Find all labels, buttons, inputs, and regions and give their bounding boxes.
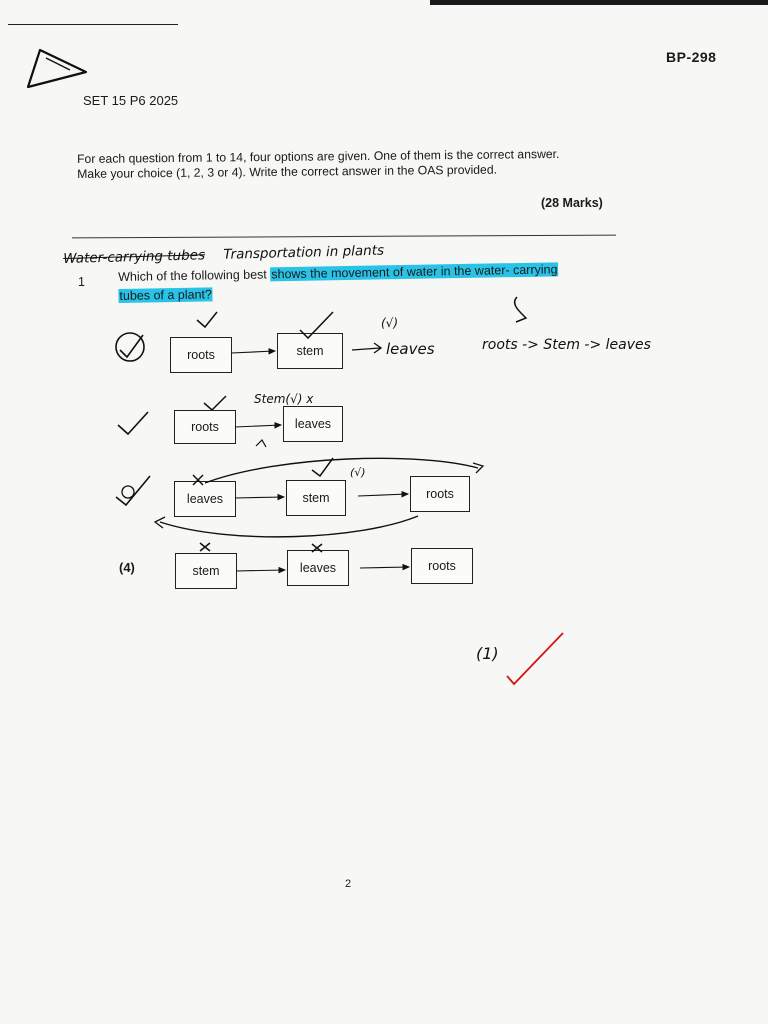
section-rule [72,235,616,239]
opt3-arrow-2 [358,494,408,496]
opt1-box-stem: stem [277,333,343,369]
page-code: BP-298 [666,49,717,65]
opt4-box-leaves: leaves [287,550,349,586]
header-rule [8,24,178,25]
opt3-box-roots: roots [410,476,470,512]
scan-edge-strip [430,0,768,5]
opt1-arrow-2 [352,348,380,350]
opt3-arrow-1 [235,497,284,498]
opt1-handwritten-leaves: leaves [386,340,435,358]
opt4-arrow-1 [236,570,285,571]
instructions-line-2: Make your choice (1, 2, 3 or 4). Write the correct answer in the OAS provided. [77,162,498,181]
tick-icon [312,458,333,476]
opt2-box-roots: roots [174,410,236,444]
tick-icon [204,396,226,410]
cross-icon [200,543,210,551]
opt2-arrow [235,425,281,427]
question-text [118,259,619,306]
opt4-box-stem: stem [175,553,237,589]
question-text-plain: Which of the following best [118,267,271,284]
page-number: 2 [345,878,352,890]
opt1-box-roots: roots [170,337,232,373]
total-marks: (28 Marks) [541,196,603,210]
opt1-arrow-1 [231,351,275,353]
opt4-arrow-2 [360,567,409,568]
instructions [77,146,637,182]
opt1-handwritten-note: (√) [381,316,399,330]
opt3-curve-bottom-head [155,517,165,528]
handwritten-answer: (1) [476,644,499,663]
opt3-box-leaves: leaves [174,481,236,517]
opt4-box-roots: roots [411,548,473,584]
opt3-curve-top-head [473,463,483,473]
topic-text: Transportation in plants [223,242,385,263]
instructions-line-1: For each question from 1 to 14, four options are given. One of them is the correct answer. [77,146,560,166]
option-4-label: (4) [119,560,135,575]
opt2-strike-mark [118,412,148,434]
set-title: SET 15 P6 2025 [83,93,179,108]
opt3-box-stem: stem [286,480,346,516]
opt3-handwritten-note: (√) [350,466,366,479]
opt1-tick-mark [120,335,143,357]
opt2-handwritten-note: Stem(√) x [254,392,314,406]
caret-mark [256,440,266,447]
red-tick-icon [507,633,563,684]
opt3-strike-mark [116,476,150,505]
topic-struck-text: Water-carrying tubes [63,247,206,267]
opt3-curve-bottom [160,516,418,537]
question-number: 1 [78,275,85,289]
opt1-arrow-2-head [374,343,381,353]
opt1-handwritten-sequence: roots -> Stem -> leaves [482,337,651,353]
question-highlight-1: shows the movement of water in the water- carrying [271,262,558,282]
hook-mark [515,297,526,322]
opt3-circle-mark [122,486,134,498]
opt1-circle-mark [116,333,144,361]
question-highlight-2: tubes of a plant? [119,287,213,303]
opt2-box-leaves: leaves [283,406,343,442]
tick-icon [197,312,217,327]
